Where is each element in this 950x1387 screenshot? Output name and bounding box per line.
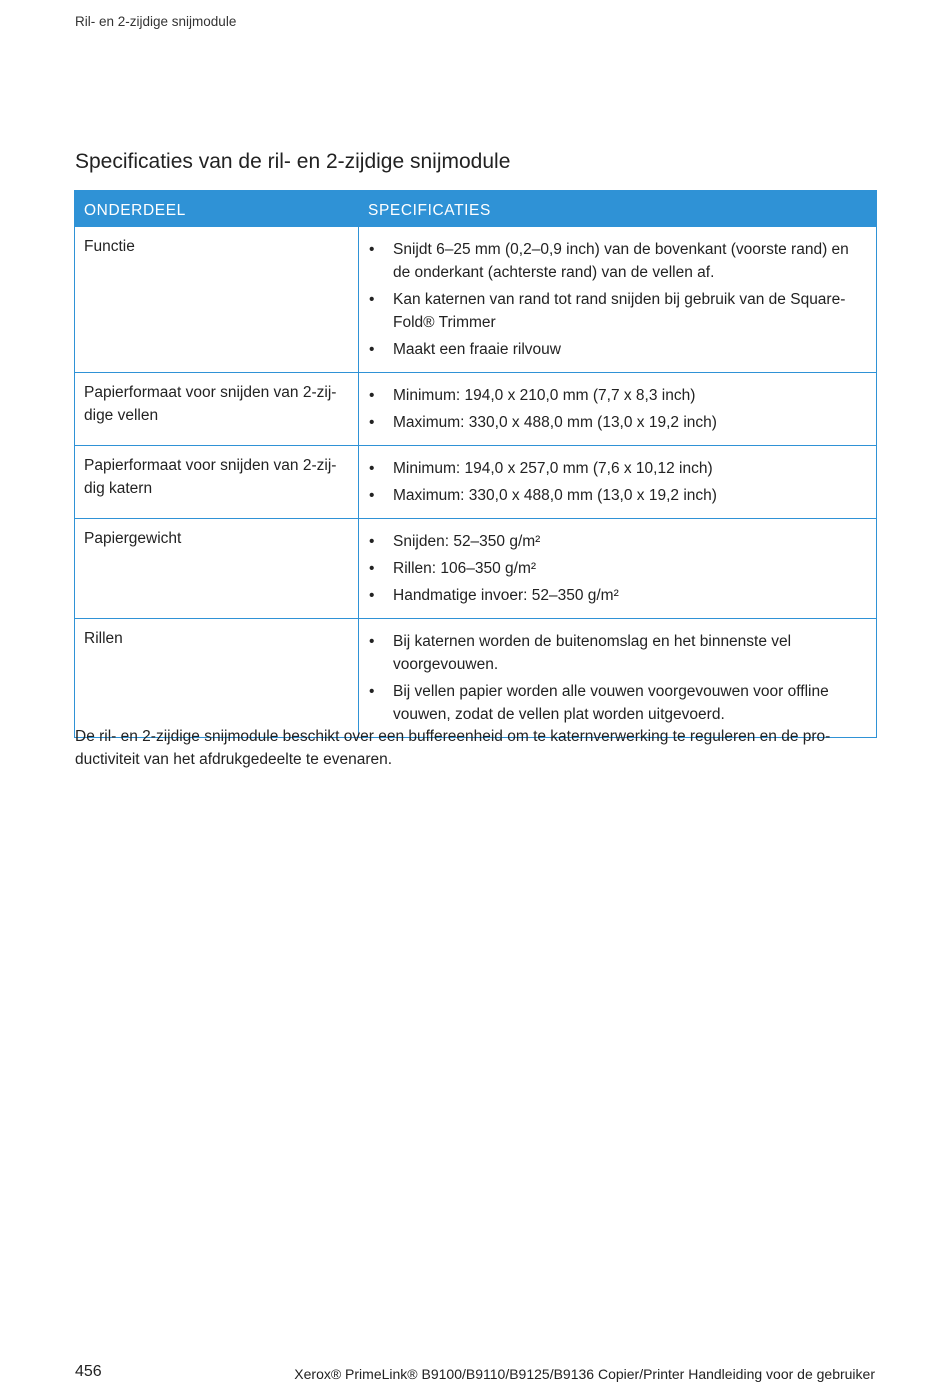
spec-item: • Kan katernen van rand tot rand snijden bij gebruik van de Square-Fold® Trimmer [368, 288, 867, 334]
spec-item: • Maximum: 330,0 x 488,0 mm (13,0 x 19,2 inch) [368, 484, 867, 507]
part-cell: Functie [75, 227, 359, 373]
spec-item: • Snijden: 52–350 g/m² [368, 530, 867, 553]
table-row [75, 227, 877, 373]
specs-cell [359, 227, 877, 373]
spec-item: • Snijdt 6–25 mm (0,2–0,9 inch) van de bovenkant (voorste rand) en de onderkant (achterste rand) van de vellen af. [368, 238, 867, 284]
part-cell: Papiergewicht [75, 519, 359, 619]
spec-item: • Rillen: 106–350 g/m² [368, 557, 867, 580]
section-title: Specificaties van de ril- en 2-zijdige snijmodule [75, 150, 511, 173]
spec-item: • Minimum: 194,0 x 210,0 mm (7,7 x 8,3 inch) [368, 384, 867, 407]
spec-list [368, 530, 867, 607]
spec-item: • Handmatige invoer: 52–350 g/m² [368, 584, 867, 607]
specs-cell [359, 619, 877, 738]
part-cell: Rillen [75, 619, 359, 738]
column-header-part: ONDERDEEL [75, 191, 359, 227]
spec-list [368, 457, 867, 507]
spec-list [368, 238, 867, 361]
table-row [75, 619, 877, 738]
table-header-row [75, 191, 877, 227]
spec-item: • Maximum: 330,0 x 488,0 mm (13,0 x 19,2 inch) [368, 411, 867, 434]
specs-cell [359, 373, 877, 446]
spec-item: • Bij katernen worden de buitenomslag en het binnenste vel voorgevouwen. [368, 630, 867, 676]
part-cell: Papierformaat voor snijden van 2-zij-dige vellen [75, 373, 359, 446]
column-header-specs: SPECIFICATIES [359, 191, 877, 227]
specs-cell [359, 519, 877, 619]
specs-cell [359, 446, 877, 519]
body-paragraph: De ril- en 2-zijdige snijmodule beschikt over een buffereenheid om te katernverwerking te reguleren en de pro-ductiviteit van het afdrukgedeelte te evenaren. [75, 728, 831, 768]
part-cell: Papierformaat voor snijden van 2-zij-dig katern [75, 446, 359, 519]
specifications-table [74, 190, 877, 738]
spec-item: • Bij vellen papier worden alle vouwen voorgevouwen voor offline vouwen, zodat de vellen plat worden uitgevoerd. [368, 680, 867, 726]
table-row [75, 519, 877, 619]
spec-item: • Maakt een fraaie rilvouw [368, 338, 867, 361]
running-header: Ril- en 2-zijdige snijmodule [75, 14, 237, 29]
page-number: 456 [75, 1363, 102, 1380]
spec-list [368, 384, 867, 434]
table-row [75, 373, 877, 446]
spec-item: • Minimum: 194,0 x 257,0 mm (7,6 x 10,12 inch) [368, 457, 867, 480]
footer-document-title: Xerox® PrimeLink® B9100/B9110/B9125/B9136 Copier/Printer Handleiding voor de gebruiker [294, 1366, 875, 1382]
spec-list [368, 630, 867, 726]
table-row [75, 446, 877, 519]
